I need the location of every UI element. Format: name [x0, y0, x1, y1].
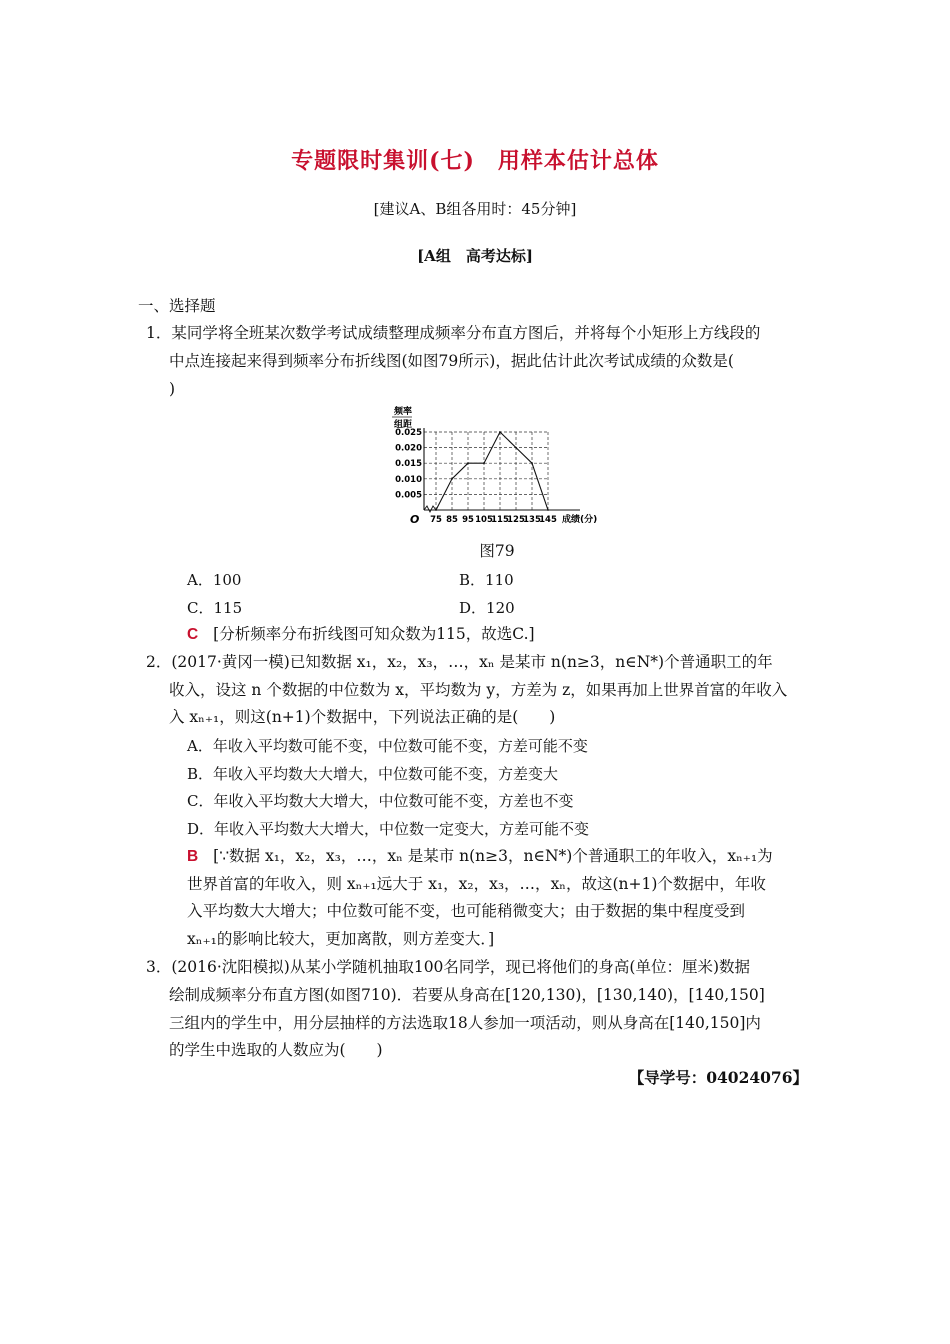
q2-answer-letter: B [187, 848, 199, 865]
chart-origin: O [410, 513, 420, 526]
q2-answer-line-3: 入平均数大大增大；中位数可能不变，也可能稍微变大；由于数据的集中程度受到 [187, 902, 746, 920]
q2-option-d: D．年收入平均数大大增大，中位数一定变大，方差可能不变 [187, 820, 590, 838]
q1-option-d: D．120 [459, 599, 515, 617]
chart-axes [424, 428, 580, 512]
data-point [435, 509, 437, 511]
x-tick-label: 145 [539, 515, 557, 525]
q3-line-1: 3．(2016·沈阳模拟)从某小学随机抽取100名同学，现已将他们的身高(单位：厘米)数据 [146, 958, 751, 976]
x-tick-label: 85 [446, 515, 458, 525]
frequency-polygon-chart [380, 402, 610, 530]
section-heading: 一、选择题 [138, 297, 216, 315]
y-tick-label: 0.020 [395, 443, 422, 454]
q3-line-2: 绘制成频率分布直方图(如图710)．若要从身高在[120,130)，[130,140)，[140,150] [169, 986, 765, 1004]
q1-option-b: B．110 [459, 571, 514, 589]
q1-option-a: A．100 [187, 571, 242, 589]
data-point [531, 462, 533, 464]
chart-ylabel-top: 频率 [394, 407, 413, 417]
data-point [483, 462, 485, 464]
x-tick-label: 125 [507, 515, 525, 525]
q1-answer [187, 624, 535, 645]
axis-break [424, 506, 436, 512]
chart-ylabel-bottom: 组距 [394, 420, 413, 430]
y-tick-label: 0.025 [395, 428, 422, 438]
data-point [499, 431, 501, 433]
page-title: 专题限时集训(七) 用样本估计总体 [291, 148, 659, 174]
q2-answer-line-1 [187, 846, 773, 867]
q2-option-b: B．年收入平均数大大增大，中位数可能不变，方差变大 [187, 765, 559, 783]
time-suggestion: [建议A、B组各用时：45分钟] [373, 200, 577, 218]
x-tick-label: 135 [523, 515, 541, 525]
q3-line-3: 三组内的学生中，用分层抽样的方法选取18人参加一项活动，则从身高在[140,150]内 [169, 1014, 761, 1032]
q1-line-1: 1．某同学将全班某次数学考试成绩整理成频率分布直方图后，并将每个小矩形上方线段的 [146, 324, 761, 342]
q2-line-1: 2．(2017·黄冈一模)已知数据 x₁，x₂，x₃，…，xₙ 是某市 n(n≥3，n∈N*)个普通职工的年 [146, 653, 773, 671]
y-tick-label: 0.005 [395, 490, 422, 501]
q2-answer-line-2: 世界首富的年收入，则 xₙ₊₁远大于 x₁，x₂，x₃，…，xₙ，故这(n+1)个数据中，年收 [187, 875, 766, 893]
x-tick-label: 105 [475, 515, 493, 525]
data-point [451, 478, 453, 480]
data-point [515, 447, 517, 449]
group-heading: [A组 高考达标] [417, 247, 533, 265]
q1-option-c: C．115 [187, 599, 243, 617]
q2-answer-line-4: xₙ₊₁的影响比较大，更加离散，则方差变大．] [187, 930, 495, 948]
q2-line-2: 收入，设这 n 个数据的中位数为 x，平均数为 y，方差为 z，如果再加上世界首富的年收入 [169, 681, 788, 699]
q2-option-c: C．年收入平均数大大增大，中位数可能不变，方差也不变 [187, 792, 574, 810]
frequency-polyline [436, 432, 548, 510]
q1-line-3: ) [169, 380, 176, 398]
q2-answer-text-1: [∵数据 x₁，x₂，x₃，…，xₙ 是某市 n(n≥3，n∈N*)个普通职工的年收入，xₙ₊₁为 [213, 847, 773, 865]
x-tick-label: 95 [462, 515, 474, 525]
x-tick-label: 115 [491, 515, 509, 525]
guide-number: 【导学号：04024076】 [628, 1068, 808, 1087]
q1-answer-explanation: [分析频率分布折线图可知众数为115，故选C.] [213, 625, 535, 643]
data-point [467, 462, 469, 464]
data-point [547, 509, 549, 511]
y-tick-label: 0.015 [395, 459, 422, 470]
x-tick-label: 75 [430, 515, 442, 525]
q3-line-4: 的学生中选取的人数应为( ) [169, 1041, 383, 1059]
chart-xlabel: 成绩(分) [562, 515, 598, 525]
y-tick-label: 0.010 [395, 474, 422, 485]
q2-option-a: A．年收入平均数可能不变，中位数可能不变，方差可能不变 [187, 737, 588, 755]
figure-caption: 图79 [479, 542, 515, 560]
q2-line-3: 入 xₙ₊₁，则这(n+1)个数据中，下列说法正确的是( ) [169, 708, 556, 726]
q1-answer-letter: C [187, 626, 199, 643]
q1-line-2: 中点连接起来得到频率分布折线图(如图79所示)，据此估计此次考试成绩的众数是( [169, 352, 734, 370]
